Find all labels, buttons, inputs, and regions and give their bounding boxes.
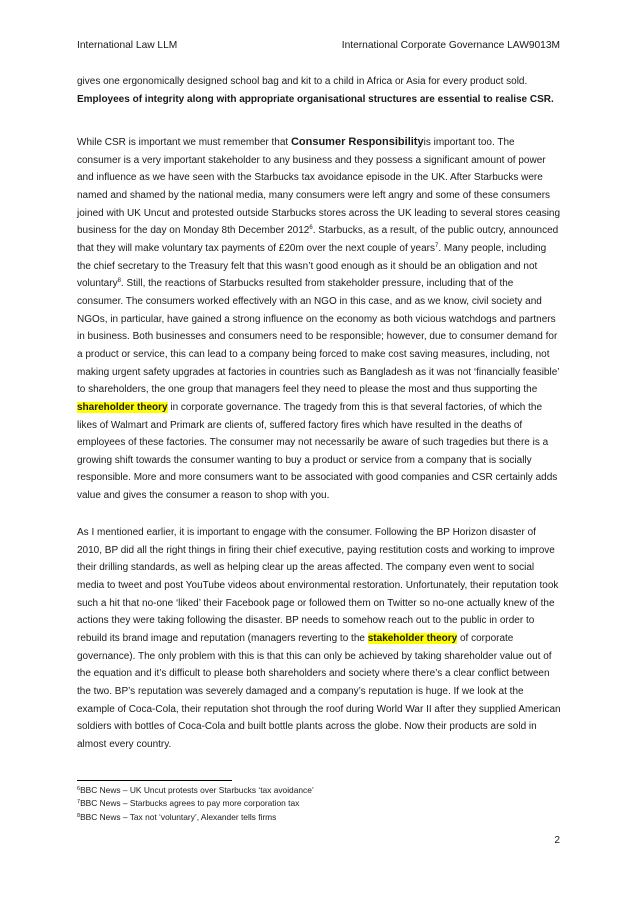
paragraph-text: . Still, the reactions of Starbucks resulted from stakeholder pressure, including that of the consumer. The consumers worked effectively with an NGO in this case, and as we know, civil society and NGOs, in particular, have gained a strong influence on the economy as both vicious watchdogs and partners in business. Both businesses and consumers need to be responsible; however, due to consumer demand for a product or service, this can lead to a company being forced to make cost saving measures, including, not making urgent safety upgrades at factories in countries such as Bangladesh as it was not ‘financially feasible’ to shareholders, the one group that managers feel they need to please the most and thus supporting the xyxy=(77,278,560,396)
highlight-shareholder-theory: shareholder theory xyxy=(77,401,168,413)
page-header xyxy=(77,40,560,51)
paragraph-text: . Starbucks, as a result, of the public outcry, announced that they will make voluntary tax payments of £20m over the next couple of years xyxy=(77,225,559,254)
footnote-number: 6 xyxy=(77,786,81,792)
footnote-number: 7 xyxy=(77,799,81,806)
footnote-7 xyxy=(77,797,561,810)
footnote-text: BBC News – Starbucks agrees to pay more corporation tax xyxy=(80,798,300,809)
footnote-ref-6: 6 xyxy=(309,225,313,232)
header-module: International Corporate Governance LAW9013M xyxy=(341,40,560,51)
paragraph-text: gives one ergonomically designed school bag and kit to a child in Africa or Asia for every product sold. xyxy=(77,76,528,87)
paragraph-csr-conclusion xyxy=(77,73,561,108)
footnote-6 xyxy=(77,784,561,797)
paragraph-text: of corporate governance). The only problem with this is that this can only be achieved by taking shareholder value out of the equation and it’s difficult to please both shareholders and society where there’s a clear conflict between the two. BP’s reputation was severely damaged and a company’s reputation is huge. If we look at the example of Coca-Cola, their reputation shot through the roof during World War II after they supplied American soldiers with bottles of Coca-Cola and built bottle plants across the globe. Now their products are sold in almost every country. xyxy=(77,632,561,750)
footnote-text: BBC News – Tax not ‘voluntary’, Alexander tells firms xyxy=(80,811,277,822)
footnote-number: 8 xyxy=(77,812,81,819)
paragraph-end: . xyxy=(551,93,554,105)
consumer-responsibility-term: Consumer Responsibility xyxy=(290,136,424,148)
footnotes xyxy=(77,784,561,824)
bold-statement: Employees of integrity along with appropriate organisational structures are essential to realise CSR xyxy=(77,93,552,105)
footnote-8 xyxy=(77,811,561,824)
highlight-stakeholder-theory: stakeholder theory xyxy=(367,632,458,644)
paragraph-consumer-responsibility xyxy=(77,134,561,505)
footnote-separator xyxy=(77,780,232,781)
header-course: International Law LLM xyxy=(77,40,178,51)
footnote-ref-7: 7 xyxy=(434,242,439,249)
paragraph-text: While CSR is important we must remember that xyxy=(77,137,291,148)
paragraph-text: is important too. The consumer is a very important stakeholder to any business and they possess a significant amount of power and influence as we have seen with the Starbucks tax avoidance episode in the UK. After Starbucks were named and shamed by the national media, many consumers were left angry and some of these consumers joined with UK Uncut and protested outside Starbucks stores across the UK leading to several stores ceasing business for the day on Monday 8th December 2012 xyxy=(77,137,561,237)
paragraph-text: . Many people, including the chief secretary to the Treasury felt that this wasn’t good enough as it should be an obligation and not voluntary xyxy=(77,242,547,290)
paragraph-text: As I mentioned earlier, it is important to engage with the consumer. Following the BP Horizon disaster of 2010, BP did all the right things in firing their chief executive, paying restitution costs and working to improve their drilling standards, as well as helping clear up the areas affected. The company even went to social media to tweet and post YouTube videos about environmental restoration. Unfortunately, their reputation took such a hit that no-one ‘liked’ their Facebook page or followed them on Twitter so no-one actually knew of the actions they were taking following the disaster. BP needs to somehow reach out to the public in order to rebuild its brand image and reputation (managers reverting to the xyxy=(77,527,559,644)
footnote-text: BBC News – UK Uncut protests over Starbucks ‘tax avoidance’ xyxy=(80,785,314,795)
paragraph-bp-example xyxy=(77,524,561,754)
footnote-ref-8: 8 xyxy=(117,278,121,285)
page-number: 2 xyxy=(554,835,560,846)
paragraph-text: in corporate governance. The tragedy from this is that several factories, of which the likes of Walmart and Primark are clients of, suffered factory fires which have resulted in the deaths of employees of these factories. The consumer may not necessarily be aware of such tragedies but there is a growing shift towards the consumer wanting to buy a product or service from a company that is socially responsible. More and more consumers want to be associated with good companies and CSR certainly adds value and gives the consumer a reason to shop with you. xyxy=(77,401,558,502)
